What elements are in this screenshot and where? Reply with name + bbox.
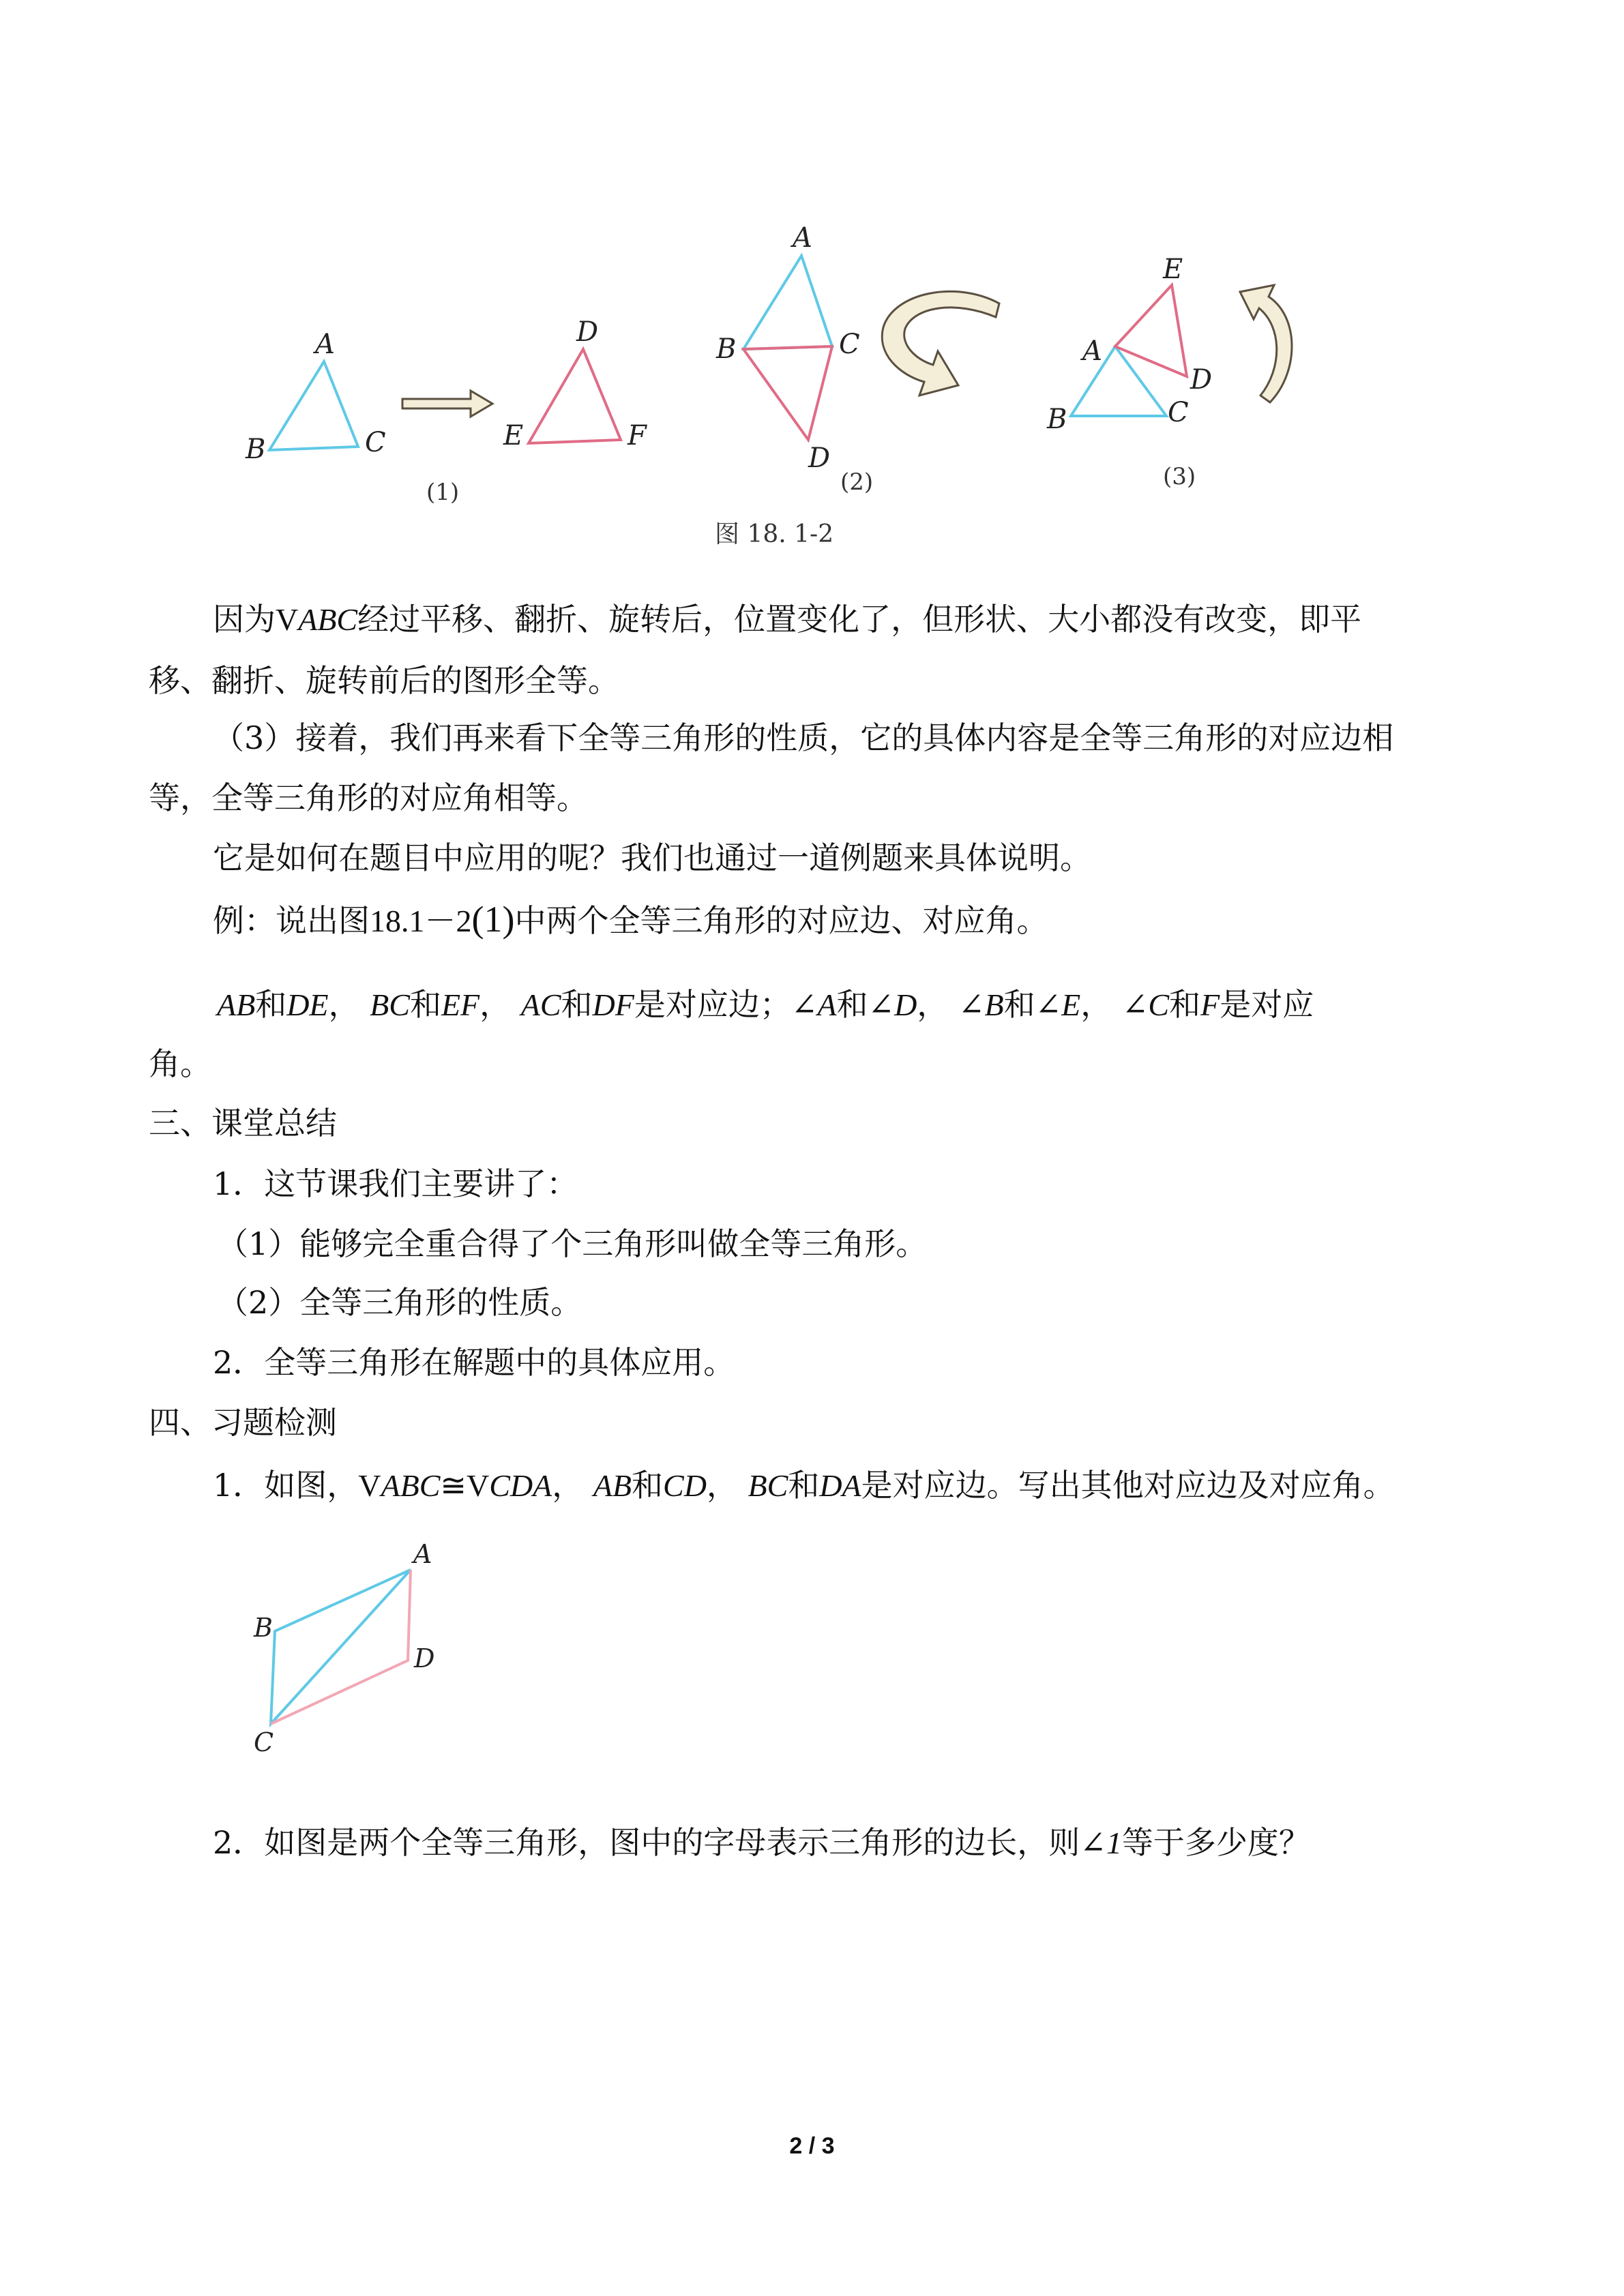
flip-arrow-icon [882, 291, 999, 396]
right-arrow-icon [402, 391, 492, 417]
label-c: C [1168, 397, 1189, 428]
triangle-abc-upper [743, 256, 832, 349]
figure-caption: 图 18. 1-2 [715, 520, 834, 548]
label-c: C [365, 427, 386, 458]
summary-sub-2: （2）全等三角形的性质。 [217, 1284, 582, 1321]
label-d: D [576, 316, 599, 348]
summary-item-2: 2．全等三角形在解题中的具体应用。 [213, 1344, 735, 1381]
paragraph-2-line-1: （3）接着，我们再来看下全等三角形的性质，它的具体内容是全等三角形的对应边相 [213, 719, 1394, 756]
label-d: D [414, 1643, 435, 1673]
label-f: F [628, 420, 647, 451]
label-b: B [254, 1613, 273, 1643]
triangle-abc [269, 361, 358, 450]
example-answer-line-1: AB和DE， BC和EF， AC和DF是对应边；∠A和∠D， ∠B和∠E， ∠C和F是对应 [217, 986, 1314, 1023]
label-c: C [254, 1727, 274, 1757]
exercise-question-2: 2．如图是两个全等三角形，图中的字母表示三角形的边长，则∠1等于多少度？ [213, 1824, 1310, 1861]
paragraph-1-line-1: 因为VABC经过平移、翻折、旋转后，位置变化了，但形状、大小都没有改变，即平 [213, 601, 1362, 638]
exercise-question-1: 1．如图，VABC≅VCDA， AB和CD， BC和DA是对应边。写出其他对应边及对应角。 [213, 1467, 1395, 1504]
label-c: C [839, 329, 860, 360]
caption-sub1: (1) [426, 479, 460, 506]
label-a: A [413, 1539, 432, 1569]
paragraph-1-line-2: 移、翻折、旋转前后的图形全等。 [149, 662, 619, 699]
summary-heading: 三、课堂总结 [149, 1105, 337, 1142]
label-e: E [1163, 254, 1183, 285]
label-a: A [793, 222, 812, 254]
triangle-def [529, 349, 621, 443]
figure-sub2 [715, 222, 999, 496]
label-a: A [1082, 336, 1102, 367]
example-question: 例：说出图18.1－2(1)中两个全等三角形的对应边、对应角。 [213, 899, 1048, 940]
label-b: B [716, 333, 737, 365]
label-a: A [315, 329, 335, 360]
label-d: D [1190, 364, 1213, 396]
page-number: 2 / 3 [789, 2133, 835, 2159]
paragraph-2-line-2: 等，全等三角形的对应角相等。 [149, 779, 588, 816]
triangle-dbc-lower [743, 346, 832, 440]
summary-sub-1: （1）能够完全重合得了个三角形叫做全等三角形。 [217, 1225, 928, 1262]
summary-item-1: 1．这节课我们主要讲了： [213, 1165, 578, 1202]
label-e: E [503, 420, 524, 451]
label-b: B [246, 434, 266, 465]
paragraph-3: 它是如何在题目中应用的呢？我们也通过一道例题来具体说明。 [213, 839, 1091, 876]
rotate-arrow-icon [1240, 285, 1292, 402]
exercise-1-figure [0, 1527, 1624, 1773]
triangle-abc [271, 1570, 411, 1724]
figure-sub3 [1046, 254, 1292, 490]
exercises-heading: 四、习题检测 [149, 1404, 337, 1441]
caption-sub2: (2) [840, 468, 874, 496]
label-d: D [808, 443, 831, 474]
figure-18-1-2 [0, 205, 1624, 559]
figure-sub1 [245, 316, 647, 506]
caption-sub3: (3) [1163, 463, 1196, 490]
label-b: B [1047, 404, 1067, 435]
example-answer-line-2: 角。 [149, 1045, 211, 1082]
